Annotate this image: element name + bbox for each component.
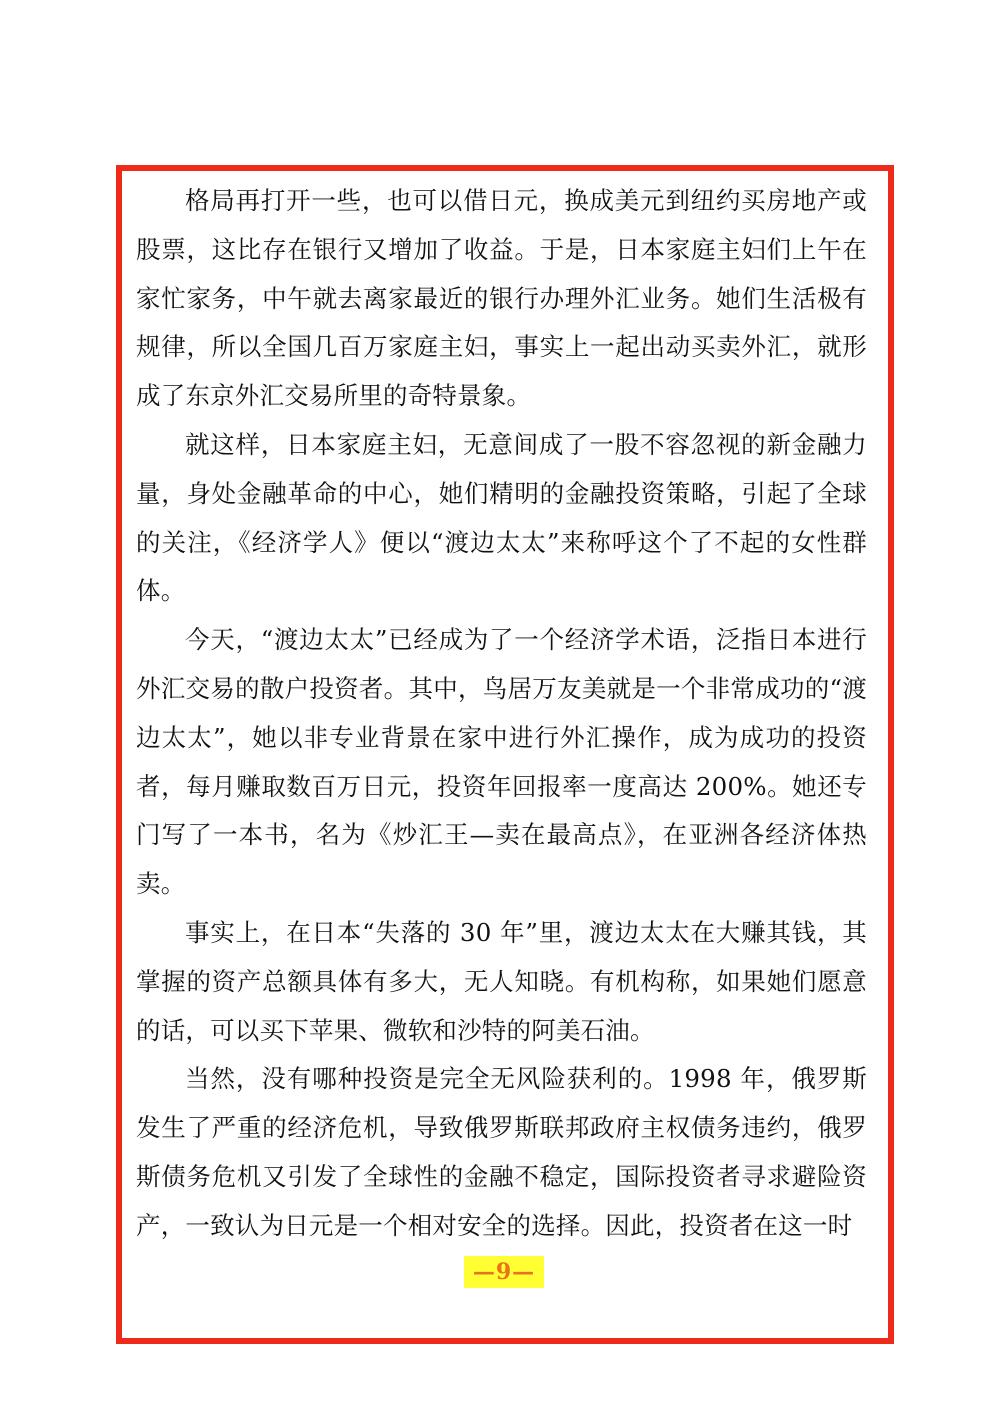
body-text	[136, 177, 867, 1251]
paragraph: 格局再打开一些，也可以借日元，换成美元到纽约买房地产或股票，这比存在银行又增加了收益。于是，日本家庭主妇们上午在家忙家务，中午就去离家最近的银行办理外汇业务。她们生活极有规律，所以全国几百万家庭主妇，事实上一起出动买卖外汇，就形成了东京外汇交易所里的奇特景象。	[136, 186, 867, 411]
page-number: —9—	[464, 1256, 544, 1288]
paragraph: 今天，“渡边太太”已经成为了一个经济学术语，泛指日本进行外汇交易的散户投资者。其中，鸟居万友美就是一个非常成功的“渡边太太”，她以非专业背景在家中进行外汇操作，成为成功的投资者，每月赚取数百万日元，投资年回报率一度高达 200%。她还专门写了一本书，名为《炒汇王—卖在最高点》，在亚洲各经济体热卖。	[136, 625, 867, 899]
paragraph: 当然，没有哪种投资是完全无风险获利的。1998 年，俄罗斯发生了严重的经济危机，导致俄罗斯联邦政府主权债务违约，俄罗斯债务危机又引发了全球性的金融不稳定，国际投资者寻求避险资产，一致认为日元是一个相对安全的选择。因此，投资者在这一时	[136, 1064, 867, 1240]
paragraph: 事实上，在日本“失落的 30 年”里，渡边太太在大赚其钱，其掌握的资产总额具体有多大，无人知晓。有机构称，如果她们愿意的话，可以买下苹果、微软和沙特的阿美石油。	[136, 917, 867, 1045]
paragraph: 就这样，日本家庭主妇，无意间成了一股不容忽视的新金融力量，身处金融革命的中心，她们精明的金融投资策略，引起了全球的关注，《经济学人》便以“渡边太太”来称呼这个了不起的女性群体。	[136, 429, 867, 606]
